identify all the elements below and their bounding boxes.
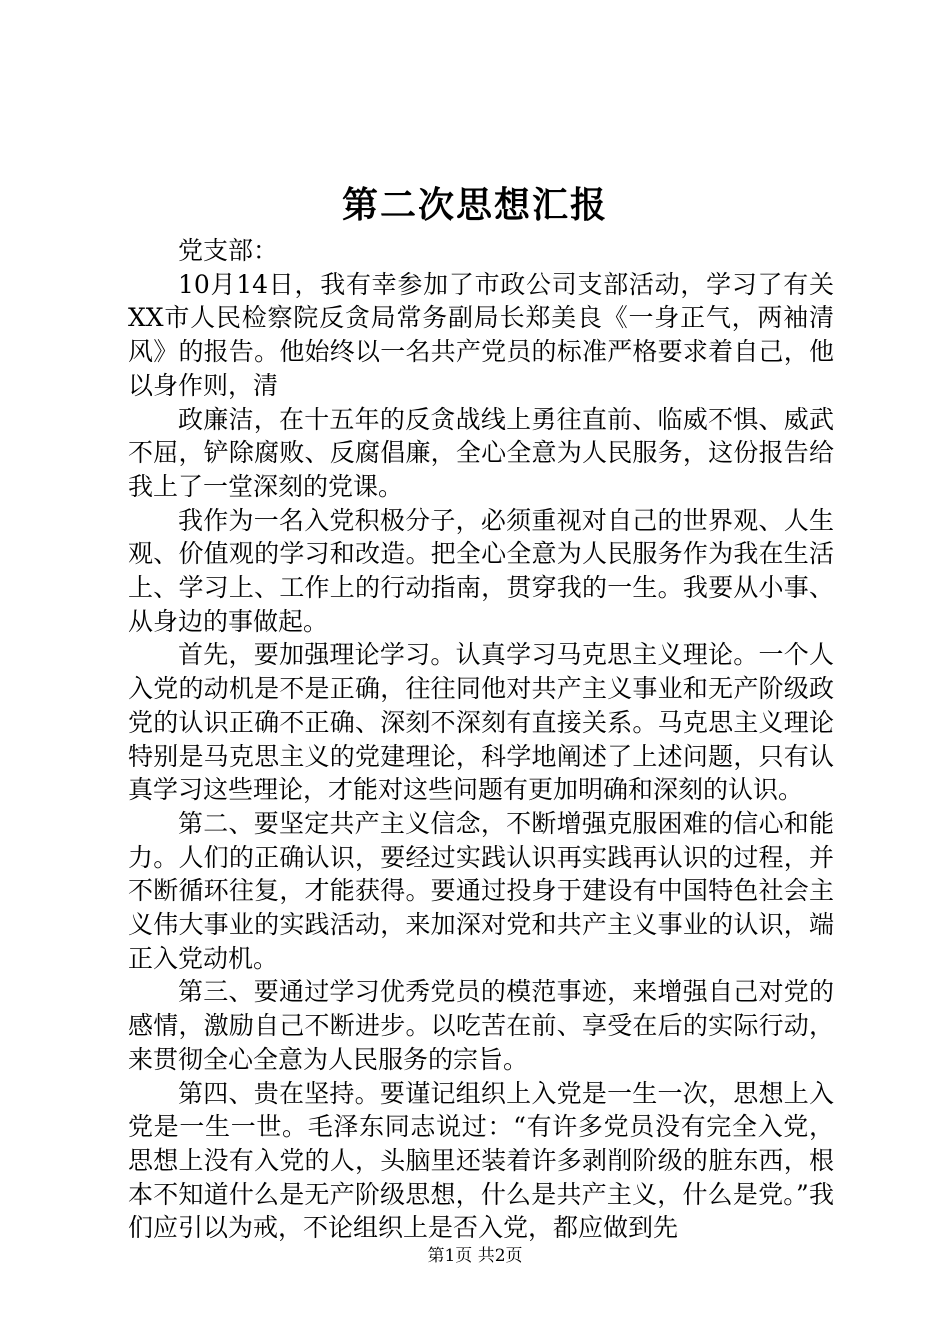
paragraph-5: 第二、要坚定共产主义信念，不断增强克服困难的信心和能力。人们的正确认识，要经过实践认识再实践再认识的过程，并不断循环往复，才能获得。要通过投身于建设有中国特色社会主义伟大事业的实践活动，来加深对党和共产主义事业的认识，端正入党动机。 (128, 808, 834, 973)
paragraph-4: 首先，要加强理论学习。认真学习马克思主义理论。一个人入党的动机是不是正确，往往同他对共产主义事业和无产阶级政党的认识正确不正确、深刻不深刻有直接关系。马克思主义理论特别是马克思主义的党建理论，科学地阐述了上述问题，只有认真学习这些理论，才能对这些问题有更加明确和深刻的认识。 (128, 640, 834, 805)
paragraph-2: 政廉洁，在十五年的反贪战线上勇往直前、临威不惧、威武不屈，铲除腐败、反腐倡廉，全心全意为人民服务，这份报告给我上了一堂深刻的党课。 (128, 404, 834, 501)
salutation: 党支部： (178, 236, 279, 265)
page-footer: 第1页 共2页 (427, 1246, 523, 1266)
paragraph-6: 第三、要通过学习优秀党员的模范事迹，来增强自己对党的感情，激励自己不断进步。以吃苦在前、享受在后的实际行动，来贯彻全心全意为人民服务的宗旨。 (128, 977, 834, 1074)
paragraph-7: 第四、贵在坚持。要谨记组织上入党是一生一次，思想上入党是一生一世。毛泽东同志说过：“有许多党员没有完全入党，思想上没有入党的人，头脑里还装着许多剥削阶级的脏东西，根本不知道什么是无产阶级思想，什么是共产主义，什么是党。”我们应引以为戒，不论组织上是否入党，都应做到先 (128, 1078, 834, 1243)
paragraph-1: 10月14日，我有幸参加了市政公司支部活动，学习了有关XX市人民检察院反贪局常务副局长郑美良《一身正气，两袖清风》的报告。他始终以一名共产党员的标准严格要求着自己，他以身作则，清 (128, 269, 834, 400)
document-body (128, 234, 834, 1245)
document-title: 第二次思想汇报 (341, 184, 608, 226)
paragraph-3: 我作为一名入党积极分子，必须重视对自己的世界观、人生观、价值观的学习和改造。把全心全意为人民服务作为我在生活上、学习上、工作上的行动指南，贯穿我的一生。我要从小事、从身边的事做起。 (128, 505, 834, 636)
